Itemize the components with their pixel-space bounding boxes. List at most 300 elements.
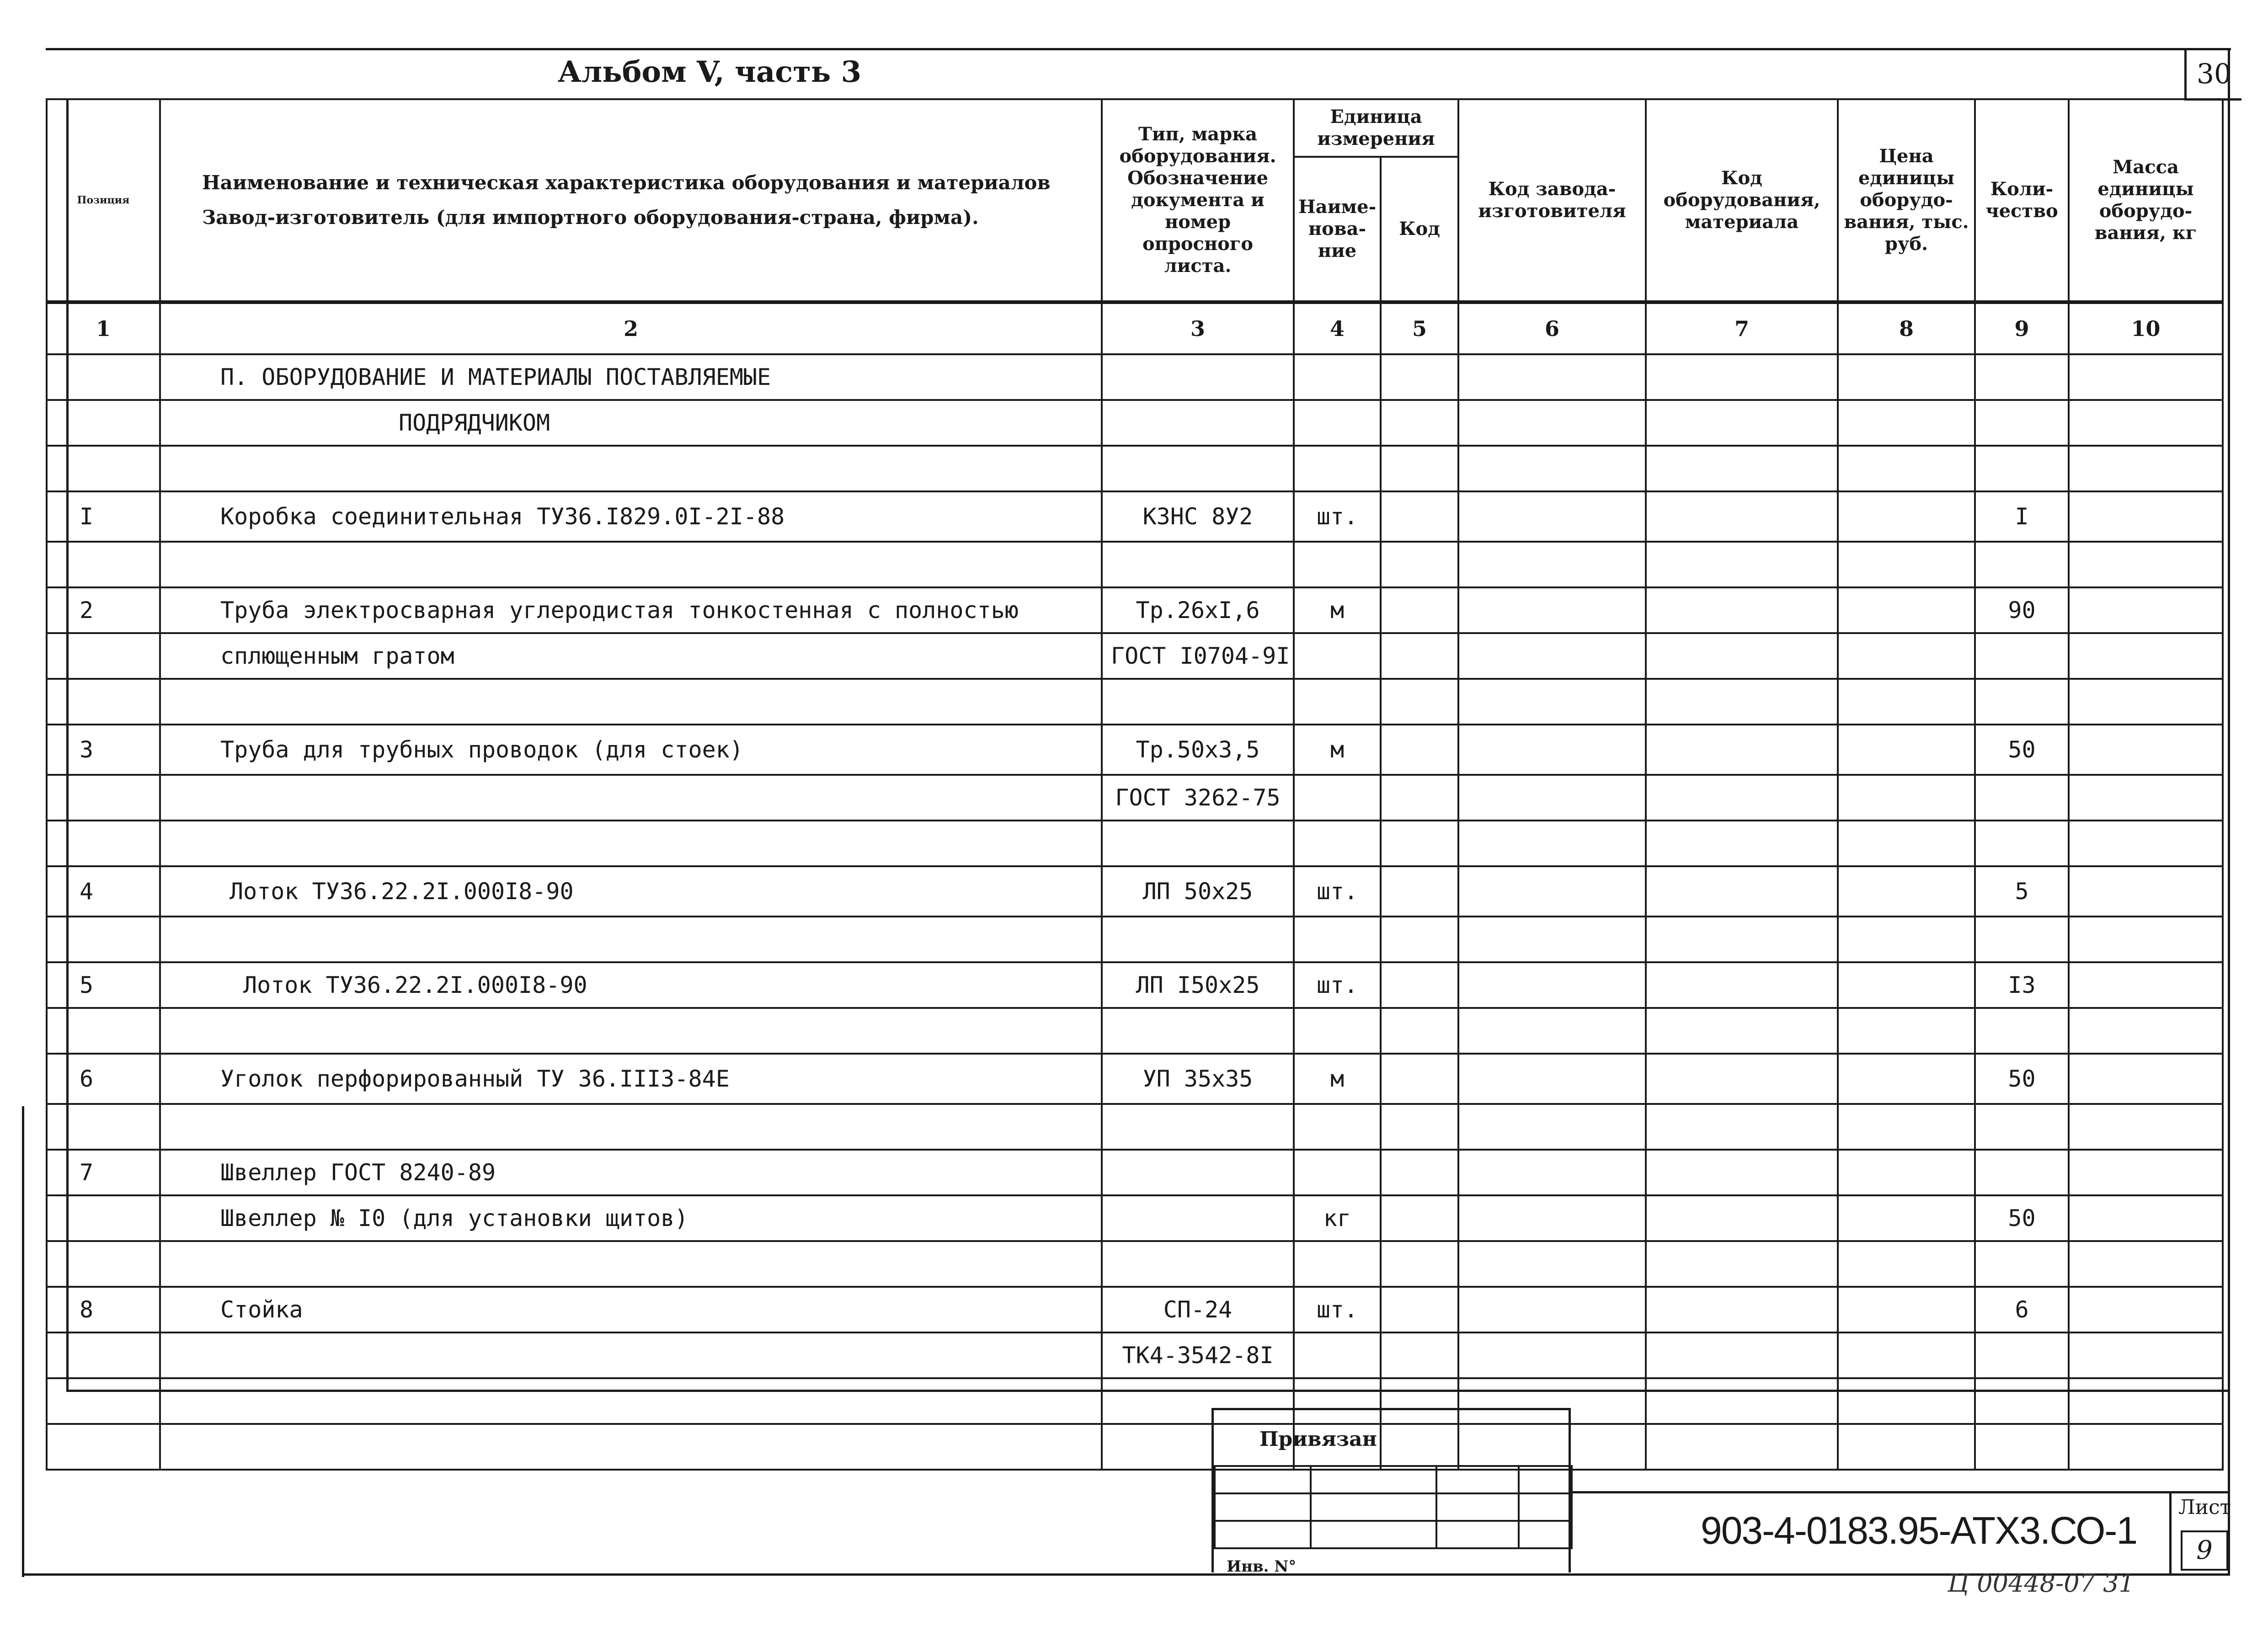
cell-mass <box>2069 1150 2223 1195</box>
header-price: Цена единицы оборудо-вания, тыс. руб. <box>1838 99 1975 302</box>
cell-name: Коробка соединительная ТУ36.I829.0I-2I-88 <box>160 491 1102 542</box>
cell-pos <box>47 775 160 821</box>
cell-equipment-code <box>1646 1054 1838 1104</box>
cell-unit: шт. <box>1294 491 1381 542</box>
stamp-cell <box>1436 1466 1519 1493</box>
cell-factory-code <box>1458 1195 1646 1241</box>
cell-factory-code <box>1458 1150 1646 1195</box>
cell-unit-code <box>1381 1287 1458 1333</box>
top-rule <box>46 48 2231 50</box>
cell-equipment-code <box>1646 587 1838 633</box>
cell-name: Труба для трубных проводок (для стоек) <box>160 725 1102 775</box>
cell-factory-code <box>1458 446 1646 491</box>
cell-mass <box>2069 679 2223 725</box>
cell-type <box>1102 400 1294 446</box>
table-row <box>47 725 2223 775</box>
cell-pos <box>47 821 160 866</box>
cell-equipment-code <box>1646 917 1838 962</box>
cell-mass <box>2069 587 2223 633</box>
cell-unit <box>1294 821 1381 866</box>
cell-equipment-code <box>1646 962 1838 1008</box>
cell-qty <box>1975 1378 2069 1424</box>
inventory-number-label: Инв. N° <box>1227 1557 1297 1576</box>
header-name-line2: Завод-изготовитель (для импортного оборудования-страна, фирма). <box>202 206 979 229</box>
cell-qty <box>1975 775 2069 821</box>
cell-unit: шт. <box>1294 962 1381 1008</box>
header-name-line1: Наименование и техническая характеристика оборудования и материалов <box>202 171 1051 194</box>
stamp-cell <box>1436 1521 1519 1548</box>
cell-equipment-code <box>1646 821 1838 866</box>
cell-factory-code <box>1458 633 1646 679</box>
cell-mass <box>2069 1008 2223 1054</box>
cell-mass <box>2069 866 2223 917</box>
cell-pos <box>47 1241 160 1287</box>
cell-qty <box>1975 446 2069 491</box>
cell-factory-code <box>1458 821 1646 866</box>
cell-price <box>1838 1195 1975 1241</box>
column-number: 8 <box>1838 302 1975 354</box>
cell-unit-code <box>1381 679 1458 725</box>
cell-unit-code <box>1381 446 1458 491</box>
specification-table <box>46 98 2224 1471</box>
cell-qty <box>1975 633 2069 679</box>
cell-factory-code <box>1458 1008 1646 1054</box>
cell-price <box>1838 587 1975 633</box>
sheet-box <box>2169 1491 2229 1573</box>
stamp-cell <box>1519 1521 1572 1548</box>
cell-unit-code <box>1381 354 1458 400</box>
cell-type: КЗНС 8У2 <box>1102 491 1294 542</box>
cell-unit: м <box>1294 1054 1381 1104</box>
cell-price <box>1838 1150 1975 1195</box>
cell-pos <box>47 1008 160 1054</box>
header-type: Тип, марка оборудования. Обозначение документа и номер опросного листа. <box>1102 99 1294 302</box>
bottom-rule <box>22 1573 2230 1576</box>
table-row <box>47 542 2223 587</box>
cell-factory-code <box>1458 725 1646 775</box>
cell-qty <box>1975 821 2069 866</box>
approval-stamp <box>1211 1408 1571 1576</box>
cell-factory-code <box>1458 917 1646 962</box>
cell-type <box>1102 354 1294 400</box>
cell-mass <box>2069 1424 2223 1470</box>
cell-unit-code <box>1381 962 1458 1008</box>
cell-unit <box>1294 917 1381 962</box>
cell-factory-code <box>1458 354 1646 400</box>
cell-unit-code <box>1381 1333 1458 1378</box>
title-block-rule <box>1571 1491 2229 1493</box>
cell-unit-code <box>1381 1195 1458 1241</box>
column-numbers-row <box>47 302 2223 354</box>
cell-unit-code <box>1381 1008 1458 1054</box>
cell-equipment-code <box>1646 1333 1838 1378</box>
table-row <box>47 491 2223 542</box>
header-unit-group: Единица измерения <box>1294 99 1458 157</box>
cell-pos <box>47 1104 160 1150</box>
cell-equipment-code <box>1646 1287 1838 1333</box>
cell-name: сплющенным гратом <box>160 633 1102 679</box>
cell-unit-code <box>1381 725 1458 775</box>
cell-price <box>1838 962 1975 1008</box>
cell-mass <box>2069 1287 2223 1333</box>
stamp-cell <box>1519 1466 1572 1493</box>
cell-mass <box>2069 542 2223 587</box>
table-row <box>47 1378 2223 1424</box>
cell-mass <box>2069 446 2223 491</box>
stamp-label: Привязан <box>1259 1428 1377 1451</box>
cell-price <box>1838 633 1975 679</box>
cell-unit <box>1294 1104 1381 1150</box>
cell-pos: 7 <box>47 1150 160 1195</box>
cell-price <box>1838 1287 1975 1333</box>
cell-price <box>1838 542 1975 587</box>
cell-mass <box>2069 491 2223 542</box>
cell-pos: 8 <box>47 1287 160 1333</box>
cell-unit-code <box>1381 1241 1458 1287</box>
column-number: 10 <box>2069 302 2223 354</box>
column-number: 4 <box>1294 302 1381 354</box>
column-number: 5 <box>1381 302 1458 354</box>
cell-unit-code <box>1381 1104 1458 1150</box>
cell-name: П. ОБОРУДОВАНИЕ И МАТЕРИАЛЫ ПОСТАВЛЯЕМЫЕ <box>160 354 1102 400</box>
cell-price <box>1838 821 1975 866</box>
cell-type: Тр.50х3,5 <box>1102 725 1294 775</box>
cell-qty <box>1975 354 2069 400</box>
cell-price <box>1838 1424 1975 1470</box>
cell-price <box>1838 917 1975 962</box>
cell-pos: 2 <box>47 587 160 633</box>
cell-type <box>1102 446 1294 491</box>
cell-unit: м <box>1294 587 1381 633</box>
stamp-cell <box>1436 1493 1519 1521</box>
header-name <box>160 99 1102 302</box>
table-row <box>47 633 2223 679</box>
cell-mass <box>2069 1104 2223 1150</box>
cell-qty: 50 <box>1975 1054 2069 1104</box>
cell-unit-code <box>1381 821 1458 866</box>
cell-mass <box>2069 1195 2223 1241</box>
column-number: 7 <box>1646 302 1838 354</box>
table-row <box>47 1241 2223 1287</box>
cell-mass <box>2069 917 2223 962</box>
table-row <box>47 775 2223 821</box>
cell-unit: шт. <box>1294 866 1381 917</box>
table-row <box>47 1333 2223 1378</box>
cell-unit: шт. <box>1294 1287 1381 1333</box>
cell-equipment-code <box>1646 1241 1838 1287</box>
handwritten-archive-number: Ц 00448-07 31 <box>1948 1569 2135 1598</box>
cell-name <box>160 821 1102 866</box>
cell-unit: кг <box>1294 1195 1381 1241</box>
header-mass: Масса единицы оборудо-вания, кг <box>2069 99 2223 302</box>
cell-unit-code <box>1381 400 1458 446</box>
table-row <box>47 821 2223 866</box>
table-row <box>47 679 2223 725</box>
cell-factory-code <box>1458 679 1646 725</box>
cell-unit <box>1294 1008 1381 1054</box>
cell-qty: 50 <box>1975 725 2069 775</box>
cell-pos <box>47 1195 160 1241</box>
cell-unit: м <box>1294 725 1381 775</box>
cell-qty <box>1975 400 2069 446</box>
cell-type: Тр.26хI,6 <box>1102 587 1294 633</box>
cell-name <box>160 917 1102 962</box>
cell-equipment-code <box>1646 1150 1838 1195</box>
cell-name: ПОДРЯДЧИКОМ <box>160 400 1102 446</box>
cell-pos <box>47 1424 160 1470</box>
table-row <box>47 866 2223 917</box>
cell-unit <box>1294 633 1381 679</box>
cell-type: ТК4-3542-8I <box>1102 1333 1294 1378</box>
cell-pos <box>47 446 160 491</box>
cell-qty <box>1975 542 2069 587</box>
cell-unit-code <box>1381 491 1458 542</box>
cell-unit-code <box>1381 917 1458 962</box>
cell-qty: 50 <box>1975 1195 2069 1241</box>
cell-factory-code <box>1458 542 1646 587</box>
right-rule <box>2228 48 2230 1576</box>
cell-type: ГОСТ 3262-75 <box>1102 775 1294 821</box>
cell-type <box>1102 542 1294 587</box>
column-number: 9 <box>1975 302 2069 354</box>
cell-unit <box>1294 400 1381 446</box>
header-qty: Коли-чество <box>1975 99 2069 302</box>
cell-factory-code <box>1458 866 1646 917</box>
cell-name: Лоток ТУ36.22.2I.000I8-90 <box>160 866 1102 917</box>
cell-mass <box>2069 633 2223 679</box>
cell-factory-code <box>1458 1241 1646 1287</box>
cell-name: Труба электросварная углеродистая тонкостенная с полностью <box>160 587 1102 633</box>
stamp-cell <box>1311 1466 1436 1493</box>
cell-type: ЛП I50х25 <box>1102 962 1294 1008</box>
left-margin-rule <box>22 1106 24 1577</box>
cell-type: УП 35х35 <box>1102 1054 1294 1104</box>
cell-name <box>160 1008 1102 1054</box>
cell-equipment-code <box>1646 400 1838 446</box>
cell-mass <box>2069 354 2223 400</box>
cell-unit <box>1294 1333 1381 1378</box>
column-number: 2 <box>160 302 1102 354</box>
cell-name <box>160 1378 1102 1424</box>
table-row <box>47 962 2223 1008</box>
cell-price <box>1838 679 1975 725</box>
cell-name <box>160 1333 1102 1378</box>
header-unit-name: Наиме-нова-ние <box>1294 157 1381 302</box>
cell-mass <box>2069 821 2223 866</box>
cell-price <box>1838 1241 1975 1287</box>
cell-price <box>1838 446 1975 491</box>
cell-equipment-code <box>1646 1104 1838 1150</box>
cell-pos <box>47 400 160 446</box>
cell-pos <box>47 917 160 962</box>
cell-pos: 5 <box>47 962 160 1008</box>
cell-price <box>1838 866 1975 917</box>
cell-price <box>1838 725 1975 775</box>
table-row <box>47 1195 2223 1241</box>
table-row <box>47 587 2223 633</box>
cell-factory-code <box>1458 400 1646 446</box>
cell-unit <box>1294 354 1381 400</box>
cell-pos <box>47 354 160 400</box>
cell-unit-code <box>1381 587 1458 633</box>
sheet-label: Лист <box>2178 1496 2231 1519</box>
cell-factory-code <box>1458 1104 1646 1150</box>
cell-mass <box>2069 400 2223 446</box>
cell-unit-code <box>1381 775 1458 821</box>
cell-qty <box>1975 1008 2069 1054</box>
cell-qty <box>1975 679 2069 725</box>
cell-name: Швеллер № I0 (для установки щитов) <box>160 1195 1102 1241</box>
cell-price <box>1838 1054 1975 1104</box>
sheet-number: 9 <box>2181 1530 2228 1571</box>
column-number: 6 <box>1458 302 1646 354</box>
cell-unit <box>1294 1241 1381 1287</box>
cell-qty <box>1975 1333 2069 1378</box>
cell-factory-code <box>1458 491 1646 542</box>
cell-type <box>1102 1241 1294 1287</box>
cell-type: ГОСТ I0704-9I <box>1102 633 1294 679</box>
cell-unit-code <box>1381 542 1458 587</box>
cell-equipment-code <box>1646 1195 1838 1241</box>
cell-equipment-code <box>1646 679 1838 725</box>
header-unit-code: Код <box>1381 157 1458 302</box>
cell-price <box>1838 1008 1975 1054</box>
cell-type <box>1102 917 1294 962</box>
cell-mass <box>2069 962 2223 1008</box>
cell-name: Уголок перфорированный ТУ 36.III3-84Е <box>160 1054 1102 1104</box>
cell-name <box>160 679 1102 725</box>
cell-name <box>160 775 1102 821</box>
header-equipment-code: Код оборудования, материала <box>1646 99 1838 302</box>
column-number: 3 <box>1102 302 1294 354</box>
cell-type <box>1102 1008 1294 1054</box>
cell-equipment-code <box>1646 446 1838 491</box>
table-row <box>47 1008 2223 1054</box>
table-row <box>47 446 2223 491</box>
cell-mass <box>2069 1333 2223 1378</box>
cell-unit-code <box>1381 1054 1458 1104</box>
cell-qty: 5 <box>1975 866 2069 917</box>
table-row <box>47 354 2223 400</box>
cell-equipment-code <box>1646 1378 1838 1424</box>
cell-type: ЛП 50х25 <box>1102 866 1294 917</box>
cell-qty <box>1975 1104 2069 1150</box>
cell-unit <box>1294 679 1381 725</box>
cell-pos: I <box>47 491 160 542</box>
column-number: 1 <box>47 302 160 354</box>
cell-pos <box>47 679 160 725</box>
cell-mass <box>2069 1241 2223 1287</box>
cell-type <box>1102 1104 1294 1150</box>
cell-qty <box>1975 917 2069 962</box>
cell-equipment-code <box>1646 775 1838 821</box>
cell-mass <box>2069 775 2223 821</box>
cell-pos <box>47 633 160 679</box>
cell-pos <box>47 1333 160 1378</box>
cell-mass <box>2069 1054 2223 1104</box>
cell-type <box>1102 1195 1294 1241</box>
cell-name: Стойка <box>160 1287 1102 1333</box>
cell-pos: 4 <box>47 866 160 917</box>
stamp-grid <box>1214 1465 1573 1549</box>
cell-name <box>160 1241 1102 1287</box>
cell-factory-code <box>1458 962 1646 1008</box>
cell-equipment-code <box>1646 1008 1838 1054</box>
cell-qty <box>1975 1150 2069 1195</box>
cell-unit-code <box>1381 633 1458 679</box>
cell-price <box>1838 491 1975 542</box>
cell-price <box>1838 1104 1975 1150</box>
cell-qty: I3 <box>1975 962 2069 1008</box>
cell-name <box>160 446 1102 491</box>
cell-factory-code <box>1458 1054 1646 1104</box>
cell-name <box>160 1424 1102 1470</box>
cell-unit <box>1294 775 1381 821</box>
table-row <box>47 1150 2223 1195</box>
cell-equipment-code <box>1646 491 1838 542</box>
page-corner-number: 30 <box>2184 50 2241 101</box>
cell-pos <box>47 542 160 587</box>
cell-mass <box>2069 1378 2223 1424</box>
cell-equipment-code <box>1646 354 1838 400</box>
stamp-cell <box>1311 1521 1436 1548</box>
table-row <box>47 1104 2223 1150</box>
table-row <box>47 917 2223 962</box>
stamp-cell <box>1519 1493 1572 1521</box>
cell-equipment-code <box>1646 1424 1838 1470</box>
cell-factory-code <box>1458 1333 1646 1378</box>
cell-price <box>1838 1378 1975 1424</box>
table-row <box>47 1287 2223 1333</box>
cell-price <box>1838 400 1975 446</box>
table-row <box>47 1054 2223 1104</box>
cell-name: Лоток ТУ36.22.2I.000I8-90 <box>160 962 1102 1008</box>
cell-qty <box>1975 1424 2069 1470</box>
cell-price <box>1838 1333 1975 1378</box>
cell-name <box>160 1104 1102 1150</box>
table-row <box>47 400 2223 446</box>
cell-price <box>1838 354 1975 400</box>
cell-factory-code <box>1458 1287 1646 1333</box>
header-factory-code: Код завода-изготовителя <box>1458 99 1646 302</box>
cell-qty: 6 <box>1975 1287 2069 1333</box>
stamp-cell <box>1311 1493 1436 1521</box>
cell-qty: I <box>1975 491 2069 542</box>
cell-type <box>1102 679 1294 725</box>
stamp-cell <box>1215 1521 1311 1548</box>
cell-pos: 6 <box>47 1054 160 1104</box>
cell-qty: 90 <box>1975 587 2069 633</box>
cell-equipment-code <box>1646 725 1838 775</box>
stamp-cell <box>1215 1493 1311 1521</box>
cell-unit <box>1294 542 1381 587</box>
cell-equipment-code <box>1646 542 1838 587</box>
cell-equipment-code <box>1646 633 1838 679</box>
cell-mass <box>2069 725 2223 775</box>
cell-pos <box>47 1378 160 1424</box>
cell-unit-code <box>1381 866 1458 917</box>
cell-price <box>1838 775 1975 821</box>
cell-type <box>1102 1150 1294 1195</box>
cell-qty <box>1975 1241 2069 1287</box>
cell-factory-code <box>1458 775 1646 821</box>
document-code: 903-4-0183.95-АТХ3.СО-1 <box>1701 1509 2137 1552</box>
cell-type: СП-24 <box>1102 1287 1294 1333</box>
cell-unit <box>1294 1150 1381 1195</box>
cell-name <box>160 542 1102 587</box>
table-row <box>47 1424 2223 1470</box>
cell-unit-code <box>1381 1150 1458 1195</box>
